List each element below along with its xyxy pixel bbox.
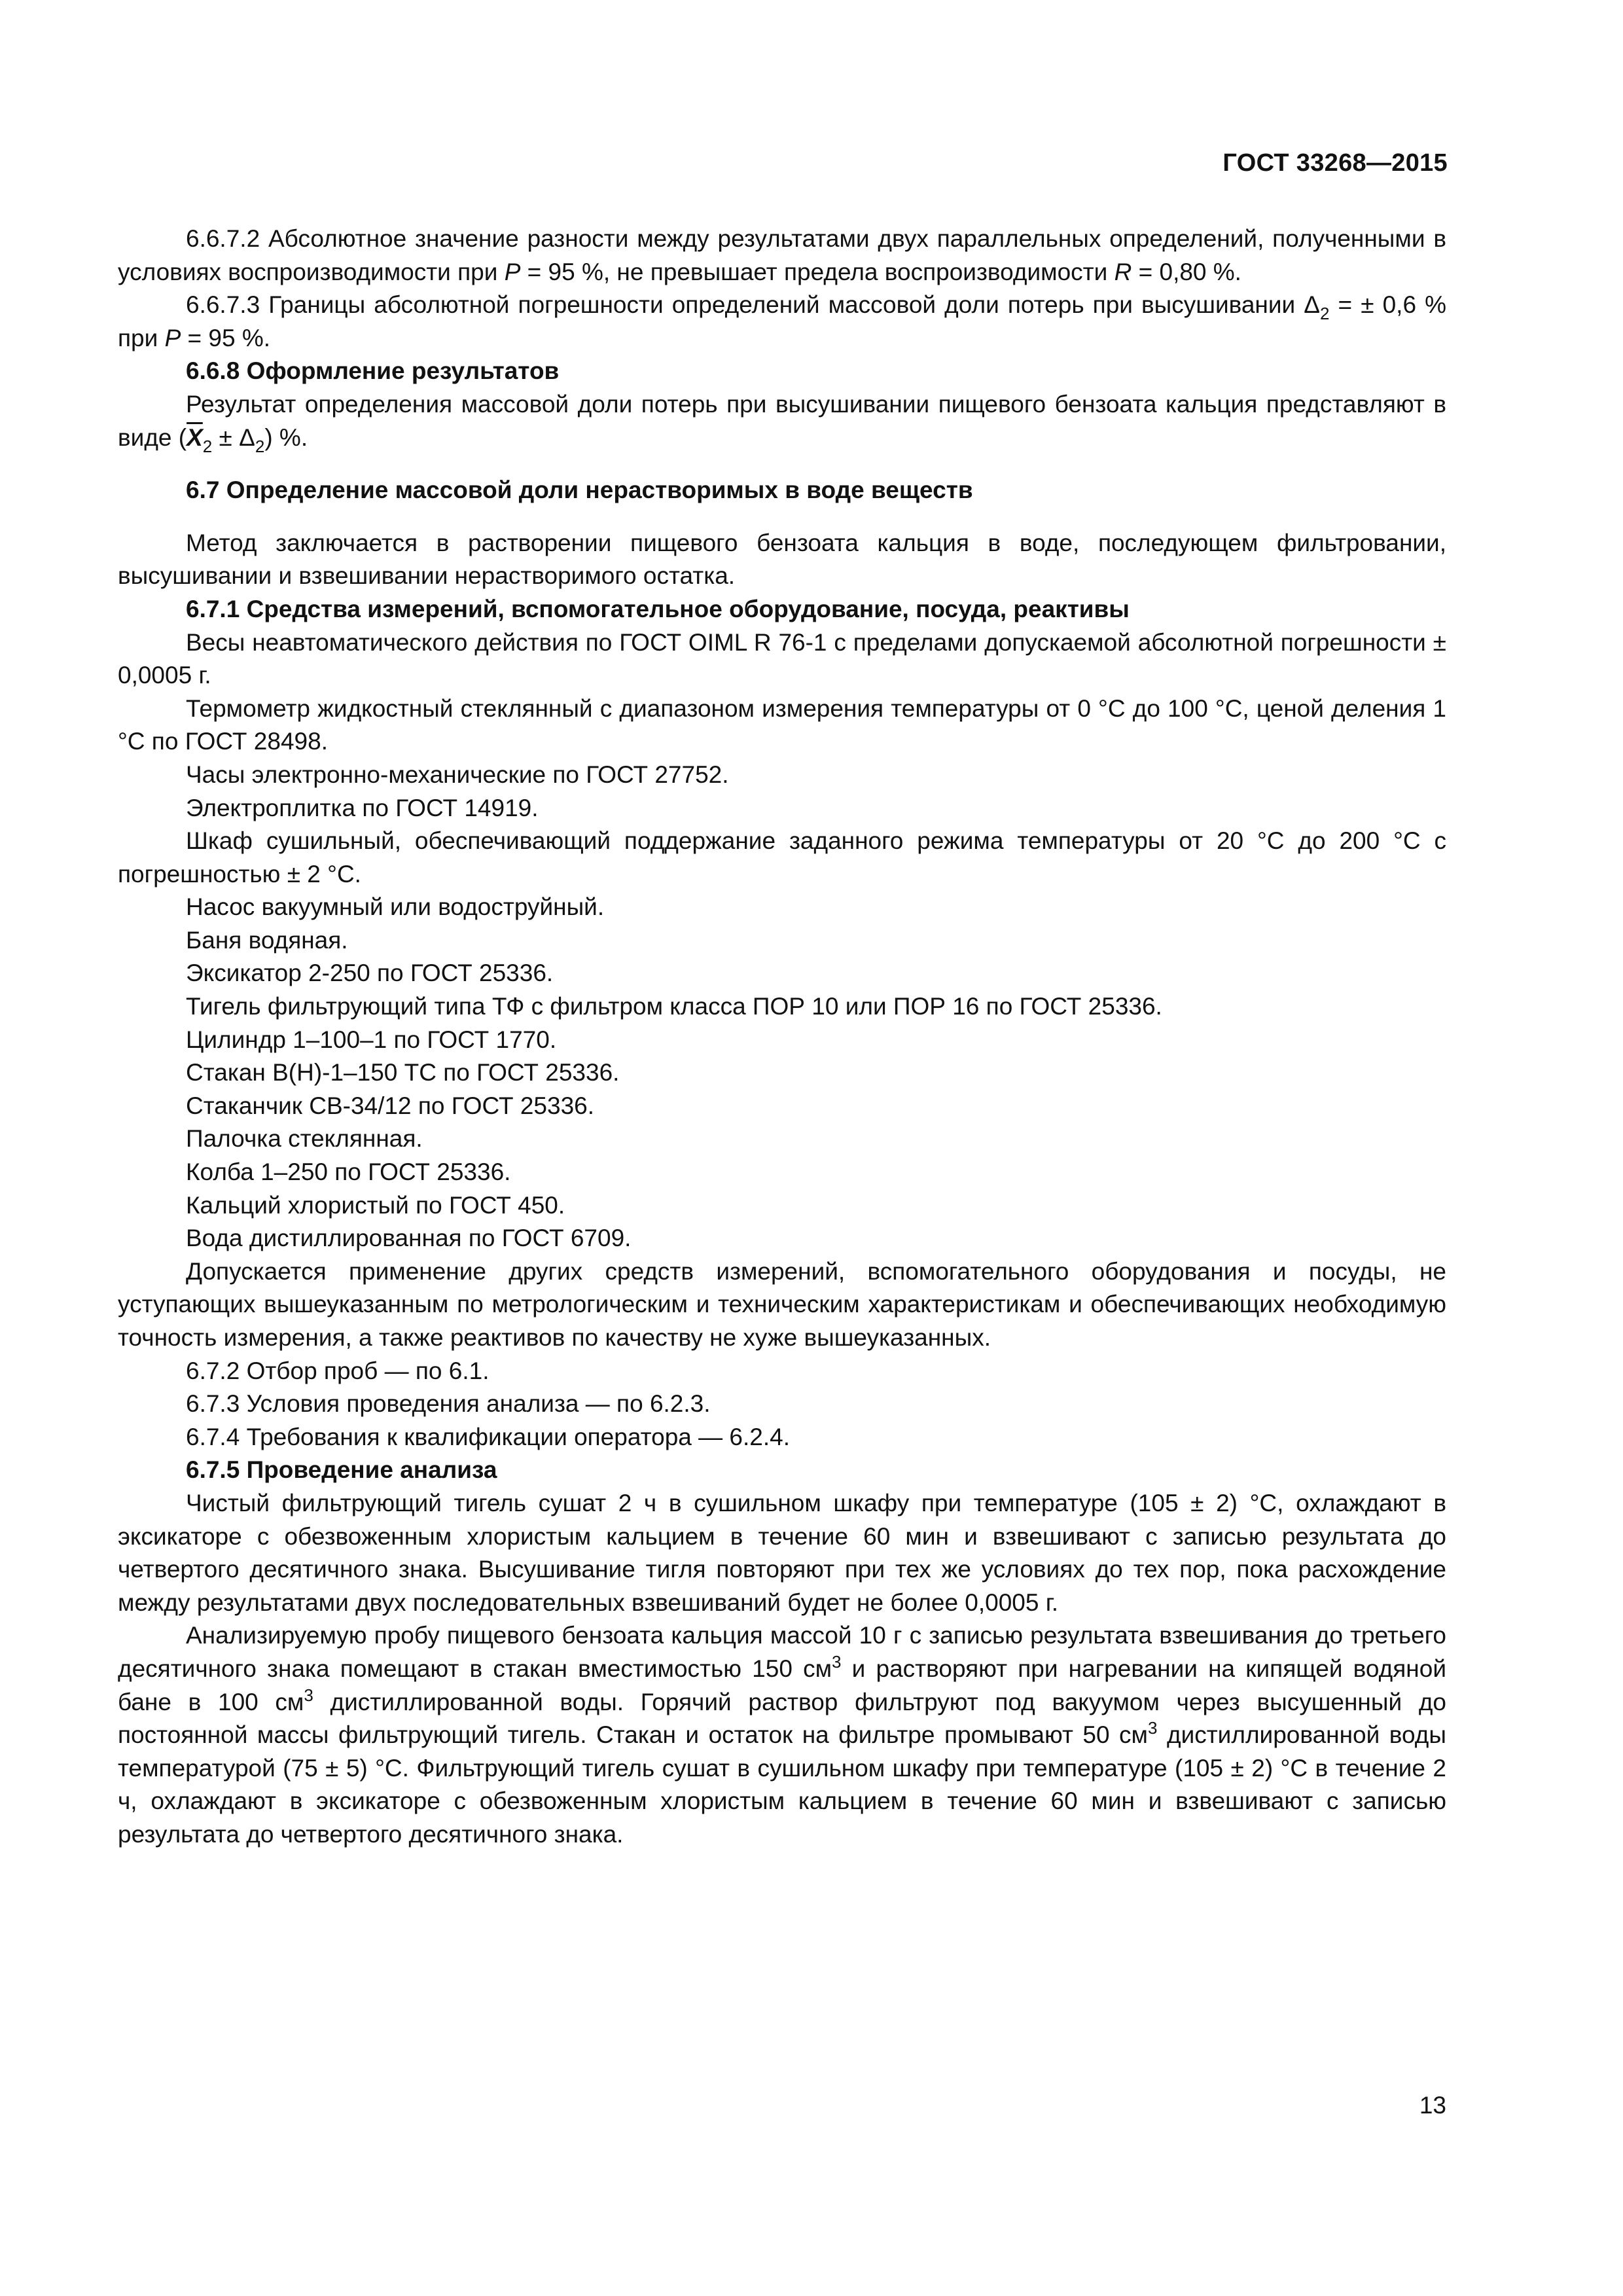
list-item-beaker: Стакан В(Н)-1–150 ТС по ГОСТ 25336. [186,1059,620,1086]
heading-6-6-8: 6.6.8 Оформление результатов [186,357,560,385]
page-number: 13 [1419,2092,1446,2119]
paragraph-6-6-7-3: 6.6.7.3 Границы абсолютной погрешности определений массовой доли потерь при высушивании $\Delta_2$ = ± 0,6 % при P = 95 %. [118,291,1446,351]
paragraph-result-format: Результат определения массовой доли потерь при высушивании пищевого бензоата кальция представляют в виде $(\overline{X}_2 \pm \Delta_2)$ %. [118,390,1446,456]
document-body [118,223,1446,1852]
paragraph-6-7-3: 6.7.3 Условия проведения анализа — по 6.2.3. [186,1390,711,1418]
paragraph-6-7-4: 6.7.4 Требования к квалификации оператора — 6.2.4. [186,1423,790,1450]
list-item-thermometer: Термометр жидкостный стеклянный с диапазоном измерения температуры от 0 °С до 100 °С, ценой деления 1 °С по ГОСТ 28498. [118,694,1446,755]
list-item-scales: Весы неавтоматического действия по ГОСТ OIML R 76-1 с пределами допускаемой абсолютной погрешности ± 0,0005 г. [118,628,1446,689]
heading-6-7: 6.7 Определение массовой доли нерастворимых в воде веществ [186,476,973,504]
list-item-cylinder: Цилиндр 1–100–1 по ГОСТ 1770. [186,1026,557,1053]
list-item-distilled-water: Вода дистиллированная по ГОСТ 6709. [186,1225,632,1252]
paragraph-6-6-7-2: 6.6.7.2 Абсолютное значение разности между результатами двух параллельных определений, полученными в условиях воспроизводимости при P = 95 %, не превышает предела воспроизводимости R = 0,80 %. [118,225,1446,285]
list-item-crucible: Тигель фильтрующий типа ТФ с фильтром класса ПОР 10 или ПОР 16 по ГОСТ 25336. [186,993,1162,1020]
list-item-desiccator: Эксикатор 2-250 по ГОСТ 25336. [186,960,554,987]
list-item-drying-cabinet: Шкаф сушильный, обеспечивающий поддержание заданного режима температуры от 20 °С до 200 °С с погрешностью ± 2 °С. [118,827,1446,888]
list-item-pump: Насос вакуумный или водоструйный. [186,893,605,921]
heading-6-7-1: 6.7.1 Средства измерений, вспомогательное оборудование, посуда, реактивы [186,595,1130,622]
list-item-hotplate: Электроплитка по ГОСТ 14919. [186,794,539,821]
list-item-calcium-chloride: Кальций хлористый по ГОСТ 450. [186,1191,565,1219]
heading-6-7-5: 6.7.5 Проведение анализа [186,1456,497,1484]
list-item-weighing-bottle: Стаканчик СВ-34/12 по ГОСТ 25336. [186,1092,595,1119]
paragraph-alternatives: Допускается применение других средств измерений, вспомогательного оборудования и посуды, не уступающих вышеуказанным по метрологическим и техническим характеристикам и обеспечивающих необходимую точность измерения, а также реактивов по качеству не хуже вышеуказанных. [118,1257,1446,1351]
list-item-water-bath: Баня водяная. [186,926,348,954]
document-code: ГОСТ 33268—2015 [1222,149,1448,177]
list-item-glass-rod: Палочка стеклянная. [186,1125,423,1153]
list-item-clock: Часы электронно-механические по ГОСТ 27752. [186,761,729,788]
list-item-flask: Колба 1–250 по ГОСТ 25336. [186,1158,511,1186]
paragraph-crucible-prep: Чистый фильтрующий тигель сушат 2 ч в сушильном шкафу при температуре (105 ± 2) °С, охлаждают в эксикаторе с обезвоженным хлористым кальцием в течение 60 мин и взвешивают с записью результата до четвертого десятичного знака. Высушивание тигля повторяют при тех же условиях до тех пор, пока расхождение между результатами двух последовательных взвешиваний будет не более 0,0005 г. [118,1489,1446,1616]
paragraph-method: Метод заключается в растворении пищевого бензоата кальция в воде, последующем фильтровании, высушивании и взвешивании нерастворимого остатка. [118,529,1446,590]
paragraph-6-7-2: 6.7.2 Отбор проб — по 6.1. [186,1357,490,1384]
paragraph-sample-analysis: Анализируемую пробу пищевого бензоата кальция массой 10 г с записью результата взвешивания до третьего десятичного знака помещают в стакан вместимостью 150 $см^3$ и растворяют при нагревании на кипящей водяной бане в 100 $см^3$ дистиллированной воды. Горячий раствор фильтруют под вакуумом через высушенный до постоянной массы фильтрующий тигель. Стакан и остаток на фильтре промывают 50 $см^3$ дистиллированной воды температурой (75 ± 5) °С. Фильтрующий тигель сушат в сушильном шкафу при температуре (105 ± 2) °С в течение 2 ч, охлаждают в эксикаторе с обезвоженным хлористым кальцием в течение 60 мин и взвешивают с записью результата до четвертого десятичного знака. [118,1622,1446,1848]
